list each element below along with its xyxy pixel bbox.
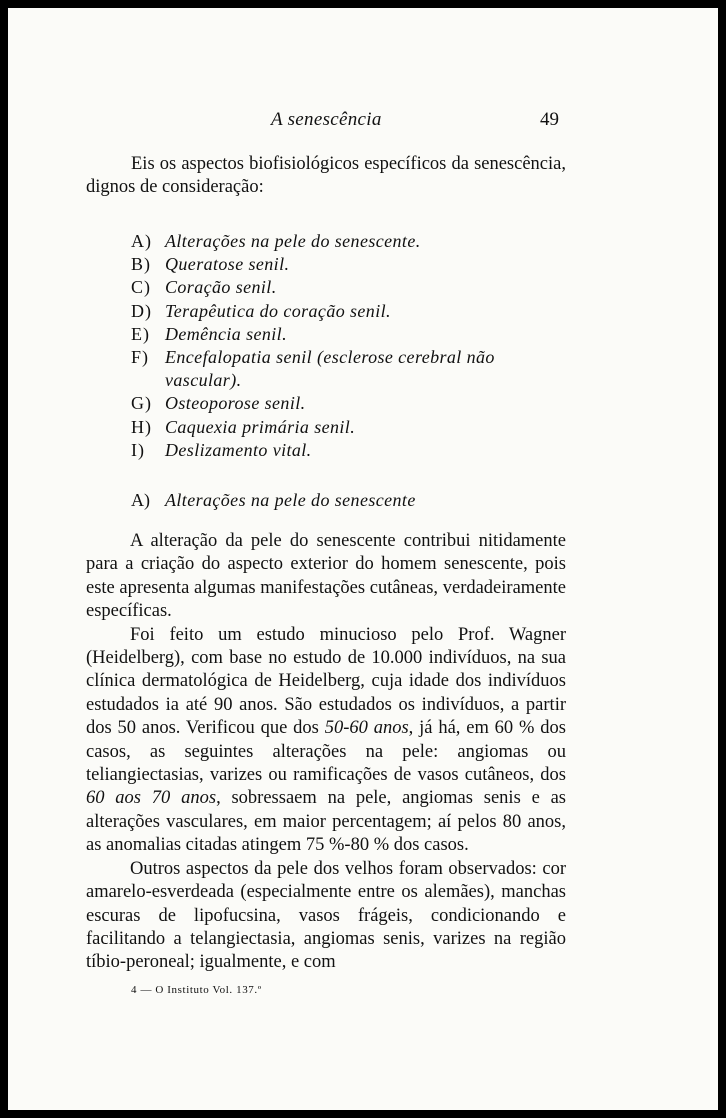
section-letter: A) — [131, 490, 150, 510]
topic-text: Terapêutica do coração senil. — [165, 300, 391, 321]
topic-letter: B) — [131, 254, 151, 275]
body-text — [86, 530, 566, 975]
body-paragraph-1: A alteração da pele do senescente contribui nitidamente para a criação do aspecto exterior do homem senescente, pois este apresenta algumas manifestações cutâneas, verdadeiramente específicas. — [86, 531, 566, 622]
topic-item-i — [131, 439, 571, 462]
topic-text: Alterações na pele do senescente. — [165, 231, 421, 251]
body-paragraph-3: Outros aspectos da pele dos velhos foram observados: cor amarelo-esverdeada (especialmente entre os alemães), manchas escuras de lipofucsina, vasos frágeis, condicionando e facilitando a telangiectasia, angiomas senis, varizes na região tíbio-peroneal; igualmente, e com — [86, 858, 566, 973]
section-title: Alterações na pele do senescente — [165, 490, 416, 510]
topic-item-g — [131, 392, 571, 415]
paragraph-2-text-a: Foi feito um estudo minucioso pelo Prof. Wagner (Heidelberg), com base no estudo de 10.000 indivíduos, na sua clínica dermatológica de Heidelberg, cuja idade dos indivíduos estudados ia até 90 anos. São estudados os indivíduos, a partir dos 50 anos. Verificou que dos — [86, 624, 566, 739]
topic-item-f — [131, 346, 571, 392]
topic-letter: D) — [131, 300, 152, 321]
topic-text: Queratose senil. — [165, 254, 290, 275]
age-range-60-70: 60 aos 70 anos — [86, 788, 217, 809]
topic-list — [131, 230, 571, 462]
topic-item-a — [131, 230, 571, 253]
page-number: 49 — [540, 109, 559, 130]
topic-letter: A) — [131, 231, 152, 251]
intro-paragraph: Eis os aspectos biofisiológicos específicos da senescência, dignos de consideração: — [86, 154, 566, 197]
topic-text: Osteoporose senil. — [165, 393, 306, 414]
topic-item-d — [131, 300, 571, 323]
topic-text: Deslizamento vital. — [165, 439, 312, 460]
topic-letter: H) — [131, 416, 152, 437]
topic-letter: E) — [131, 323, 150, 344]
topic-item-e — [131, 323, 571, 346]
body-paragraph-2 — [86, 624, 566, 858]
paragraph-2-text-c: , sobressaem na pele, angiomas senis e as alterações vasculares, em maior percentagem; aí pelos 80 anos, as anomalias citadas atingem 75 %-80 % dos casos. — [86, 788, 566, 856]
section-heading — [131, 490, 571, 511]
paragraph-2-text-b: , já há, em 60 % dos casos, as seguintes alterações na pele: angiomas ou teliangiectasias, varizes ou ramificações de vasos cutâneos, dos — [86, 718, 566, 786]
topic-text: Caquexia primária senil. — [165, 416, 356, 437]
topic-item-b — [131, 253, 571, 276]
topic-text: Coração senil. — [165, 277, 277, 298]
topic-letter: F) — [131, 347, 150, 368]
topic-letter: C) — [131, 277, 151, 298]
topic-item-c — [131, 276, 571, 299]
topic-text: Demência senil. — [165, 323, 287, 344]
topic-item-h — [131, 416, 571, 439]
running-title: A senescência — [271, 109, 382, 130]
topic-text: Encefalopatia senil (esclerose cerebral não vascular). — [165, 347, 495, 391]
book-page — [8, 8, 718, 1110]
topic-letter: I) — [131, 439, 145, 460]
topic-letter: G) — [131, 393, 152, 414]
age-range-50-60: 50-60 anos — [324, 718, 409, 739]
running-head — [8, 109, 718, 137]
footnote: 4 — O Instituto Vol. 137.º — [131, 984, 262, 996]
